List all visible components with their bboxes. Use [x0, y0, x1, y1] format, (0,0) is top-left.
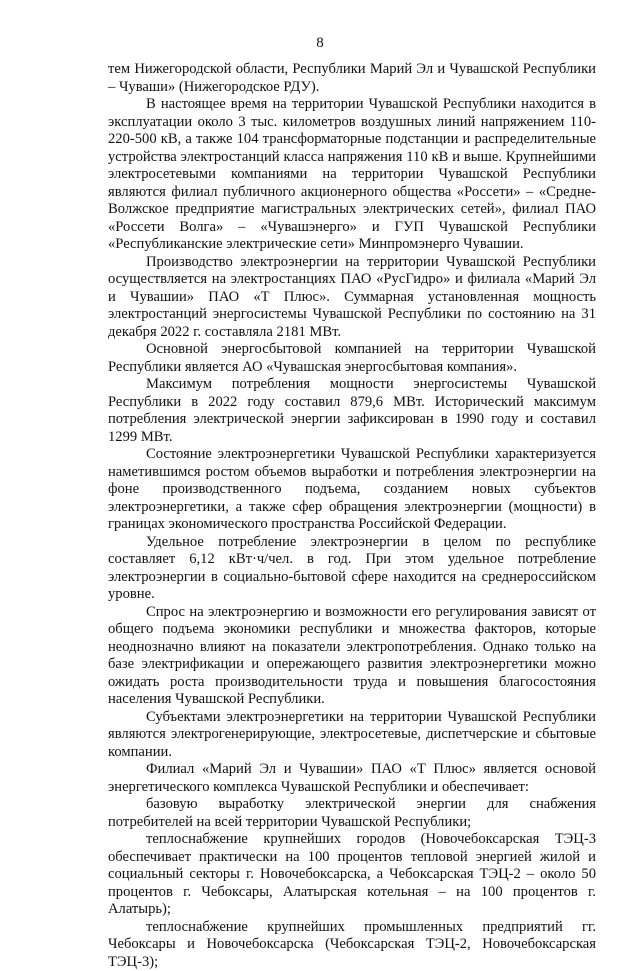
paragraph-10: Филиал «Марий Эл и Чувашии» ПАО «Т Плюс» является основой энергетического комплекса Чувашской Республики и обеспечивает: [108, 761, 596, 796]
paragraph-2: В настоящее время на территории Чувашской Республики находится в эксплуатации около 3 тыс. километров воздушных линий напряжением 110-220-500 кВ, а также 104 трансформаторные подстанции и распределительные устройства электростанций класса напряжения 110 кВ и выше. Крупнейшими электросетевыми компаниями на территории Чувашской Республики являются филиал публичного акционерного общества «Россети» – «Средне-Волжское предприятие магистральных электрических сетей», филиал ПАО «Россети Волга» – «Чувашэнерго» и ГУП Чувашской Республики «Республиканские электрические сети» Минпромэнерго Чувашии. [108, 96, 596, 254]
list-item-3: теплоснабжение крупнейших промышленных предприятий гг. Чебоксары и Новочебоксарска (Чебоксарская ТЭЦ-2, Новочебоксарская ТЭЦ-3); [108, 919, 596, 971]
paragraph-1: тем Нижегородской области, Республики Марий Эл и Чувашской Республики – Чуваши» (Нижегородское РДУ). [108, 61, 596, 96]
paragraph-5: Максимум потребления мощности энергосистемы Чувашской Республики в 2022 году составил 879,6 МВт. Исторический максимум потребления электрической энергии зафиксирован в 1990 году и составил 1299 МВт. [108, 376, 596, 446]
paragraph-6: Состояние электроэнергетики Чувашской Республики характеризуется наметившимся ростом объемов выработки и потребления электроэнергии на фоне производственного подъема, созданием новых субъектов электроэнергетики, а также сфер обращения электроэнергии (мощности) в границах экономического пространства Российской Федерации. [108, 446, 596, 534]
document-body [108, 61, 596, 971]
paragraph-3: Производство электроэнергии на территории Чувашской Республики осуществляется на электростанциях ПАО «РусГидро» и филиала «Марий Эл и Чувашии» ПАО «Т Плюс». Суммарная установленная мощность электростанций энергосистемы Чувашской Республики по состоянию на 31 декабря 2022 г. составляла 2181 МВт. [108, 254, 596, 342]
list-item-1: базовую выработку электрической энергии для снабжения потребителей на всей территории Чувашской Республики; [108, 796, 596, 831]
paragraph-8: Спрос на электроэнергию и возможности его регулирования зависят от общего подъема экономики республики и множества факторов, которые неоднозначно влияют на показатели электропотребления. Однако только на базе электрификации и опережающего развития электроэнергетики можно ожидать роста производительности труда и повышения благосостояния населения Чувашской Республики. [108, 604, 596, 709]
page-number: 8 [0, 34, 640, 52]
paragraph-7: Удельное потребление электроэнергии в целом по республике составляет 6,12 кВт·ч/чел. в год. При этом удельное потребление электроэнергии в социально-бытовой сфере находится на среднероссийском уровне. [108, 534, 596, 604]
paragraph-4: Основной энергосбытовой компанией на территории Чувашской Республики является АО «Чувашская энергосбытовая компания». [108, 341, 596, 376]
paragraph-9: Субъектами электроэнергетики на территории Чувашской Республики являются электрогенерирующие, электросетевые, диспетчерские и сбытовые компании. [108, 709, 596, 762]
list-item-2: теплоснабжение крупнейших городов (Новочебоксарская ТЭЦ-3 обеспечивает практически на 100 процентов тепловой энергией жилой и социальный секторы г. Новочебоксарска, а Чебоксарская ТЭЦ-2 – около 50 процентов г. Чебоксары, Алатырская котельная – на 100 процентов г. Алатырь); [108, 831, 596, 919]
